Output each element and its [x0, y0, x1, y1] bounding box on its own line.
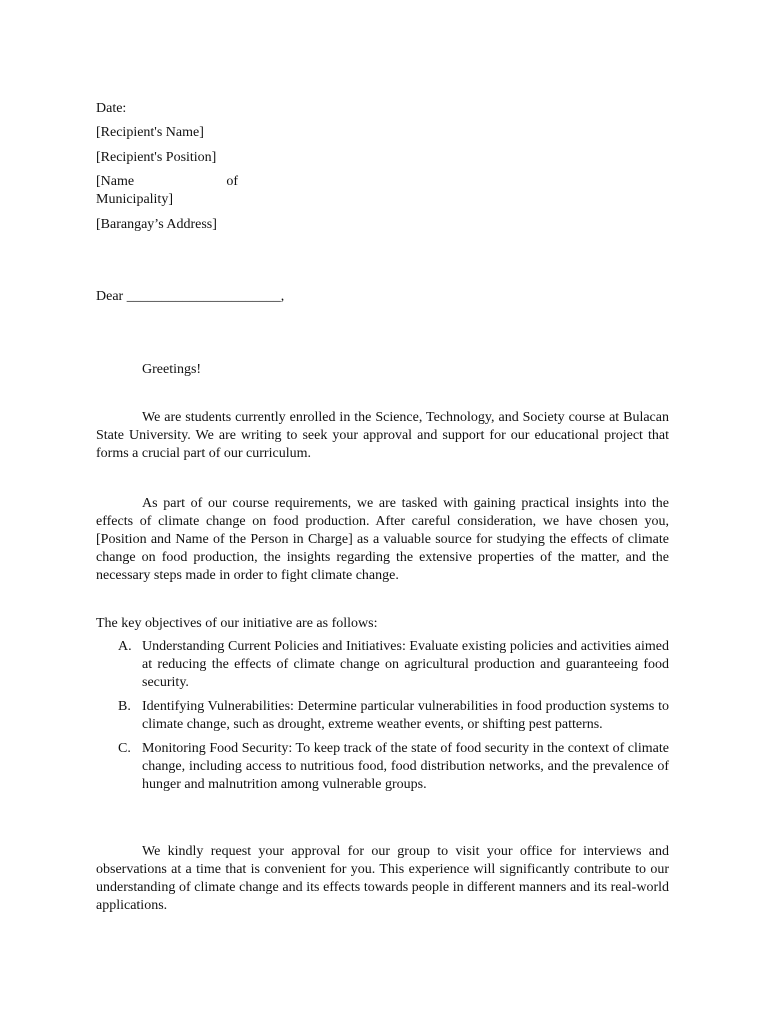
objective-marker: C.: [118, 741, 131, 756]
objective-marker: A.: [118, 639, 132, 654]
objective-item: [96, 698, 669, 734]
objectives-list: [96, 638, 669, 800]
municipality-line2: Municipality]: [96, 192, 173, 207]
objectives-intro: The key objectives of our initiative are as follows:: [96, 616, 378, 631]
barangay-address: [Barangay’s Address]: [96, 217, 217, 232]
date-label: Date:: [96, 101, 127, 116]
paragraph-intro: We are students currently enrolled in the Science, Technology, and Society course at Bulacan State University. We are writing to seek your approval and support for our educational project that forms a crucial part of our curriculum.: [96, 410, 669, 461]
paragraph-request: We kindly request your approval for our group to visit your office for interviews and observations at a time that is convenient for you. This experience will significantly contribute to our understanding of climate change and its effects towards people in different manners and its real-world applications.: [96, 844, 669, 913]
objective-text: Monitoring Food Security: To keep track of the state of food security in the context of climate change, including access to nutritious food, food distribution networks, and the prevalence of hunger and malnutrition among vulnerable groups.: [142, 741, 669, 792]
recipient-name: [Recipient's Name]: [96, 125, 204, 140]
objective-item: [96, 740, 669, 794]
municipality-word-name: [Name: [96, 174, 135, 189]
objective-text: Understanding Current Policies and Initiatives: Evaluate existing policies and activities aimed at reducing the effects of climate change on agricultural production and guaranteeing food security.: [142, 639, 669, 690]
objective-item: [96, 638, 669, 692]
municipality-block: [96, 173, 238, 209]
salutation: Dear ______________________,: [96, 289, 285, 304]
municipality-word-of: of: [226, 174, 238, 189]
recipient-position: [Recipient's Position]: [96, 150, 217, 165]
greeting: Greetings!: [142, 362, 202, 377]
paragraph-requirements: As part of our course requirements, we are tasked with gaining practical insights into the effects of climate change on food production. After careful consideration, we have chosen you, [Position and Name of the Person in Charge] as a valuable source for studying the effects of climate change on food production, the insights regarding the extensive properties of the matter, and the necessary steps made in order to fight climate change.: [96, 496, 669, 583]
objective-marker: B.: [118, 699, 131, 714]
objective-text: Identifying Vulnerabilities: Determine particular vulnerabilities in food production systems to climate change, such as drought, extreme weather events, or shifting pest patterns.: [142, 699, 669, 732]
